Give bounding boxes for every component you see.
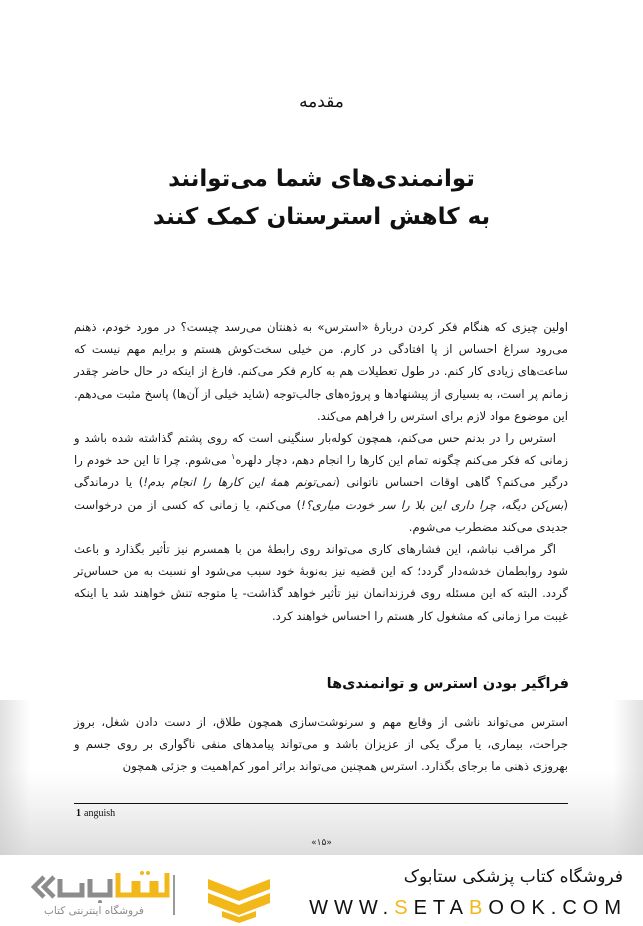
url-part-5: OOK.COM (488, 897, 627, 919)
paragraph-2-part-2: می‌شوم. چرا تا این حد خودم را درگیر می‌کنم؟ گاهی اوقات احساس ناتوانی ( (74, 453, 568, 490)
paragraph-2-italic-1: نمی‌تونم همهٔ این کارها را انجام بدم! (143, 475, 336, 490)
store-url-link[interactable] (309, 897, 627, 920)
paragraph-2-italic-2: بس‌کن دیگه، چرا داری این بلا را سر خودت میاری؟! (301, 497, 564, 512)
page-number: «۱۵» (311, 838, 332, 848)
paragraph-2 (74, 427, 568, 538)
url-part-1: WWW. (309, 897, 395, 919)
setabook-logo[interactable] (30, 869, 250, 923)
url-part-2: S (394, 897, 414, 919)
logo-subtitle: فروشگاه اینترنتی کتاب (44, 905, 144, 917)
footnote-marker[interactable]: ۱ (231, 452, 236, 462)
book-emblem-icon (208, 877, 270, 923)
footnote-number: 1 (76, 808, 81, 819)
paragraph-4: استرس می‌تواند ناشی از وقایع مهم و سرنوشت‌سازی همچون طلاق، از دست دادن شغل، بروز جراحت، بیماری، یا مرگ یکی از عزیزان باشد و می‌تواند پیامدهای منفی ناگواری بر روی جسم و بهروزی ذهنی ما برجای بگذارد. استرس همچنین می‌تواند براثر امور کم‌اهمیت و جزئی همچون (74, 715, 568, 774)
chapter-title-line-2: به کاهش استرستان کمک کنند (152, 204, 491, 230)
setabook-wordmark-icon (30, 869, 170, 903)
footnote (76, 808, 115, 819)
paragraph-2-part-4: ) می‌کنم، یا زمانی که کسی از من درخواست جدیدی می‌کند مضطرب می‌شوم. (74, 497, 568, 534)
chapter-title (0, 160, 643, 236)
chapter-title-line-1: توانمندی‌های شما می‌توانند (168, 166, 475, 192)
footnote-text: anguish (84, 808, 116, 819)
store-title: فروشگاه کتاب پزشکی ستابوک (403, 867, 623, 887)
paragraph-3: اگر مراقب نباشم، این فشارهای کاری می‌تواند روی رابطهٔ من با همسرم نیز تأثیر بگذارد و باعث شود روابطمان خدشه‌دار گردد؛ که این قضیه نیز به‌نوبهٔ خود سبب می‌شود او نسبت به من حساس‌تر گردد. البته که این مسئله روی فرزندانمان نیز تأثیر خواهد گذاشت- یا متوجه تنش خواهند شد یا اینکه غیبت مرا زمانی که مشغول کار هستم را احساس خواهند کرد. (74, 542, 568, 623)
body-text-block-2 (74, 711, 568, 778)
url-part-3: ETA (413, 897, 469, 919)
footnote-divider (74, 803, 568, 804)
body-text-block-1 (74, 316, 568, 627)
chapter-label: مقدمه (299, 92, 344, 112)
paragraph-1: اولین چیزی که هنگام فکر کردن دربارهٔ «استرس» به ذهنتان می‌رسد چیست؟ در مورد خودم، ذهنم می‌رود سراغ احساس از پا افتادگی در کارم. من خیلی سخت‌کوش هستم و برایم مهم نیست که ساعت‌های زیادی کار کنم. در طول تعطیلات هم به کارم فکر می‌کنم. فارغ از اینکه در حال حاضر چقدر زمانم پر است، به بسیاری از پیشنهادها و پروژه‌های جالب‌توجه (شاید خیلی از آن‌ها) پاسخ مثبت می‌دهم. این موضوع مواد لازم برای استرس را فراهم می‌کند. (74, 320, 568, 423)
paragraph-2-part-1: استرس را در بدنم حس می‌کنم، همچون کوله‌بار سنگینی است که روی پشتم گذاشته شده باشد و زمانی که فکر می‌کنم چگونه تمام این کارها را انجام دهم، دچار دلهره (74, 431, 568, 468)
paragraph-2-part-3: ) یا درماندگی ( (74, 475, 568, 512)
url-part-4: B (468, 897, 489, 919)
logo-divider (173, 875, 175, 915)
section-heading: فراگیر بودن استرس و توانمندی‌ها (326, 676, 569, 692)
store-banner[interactable] (0, 855, 643, 926)
